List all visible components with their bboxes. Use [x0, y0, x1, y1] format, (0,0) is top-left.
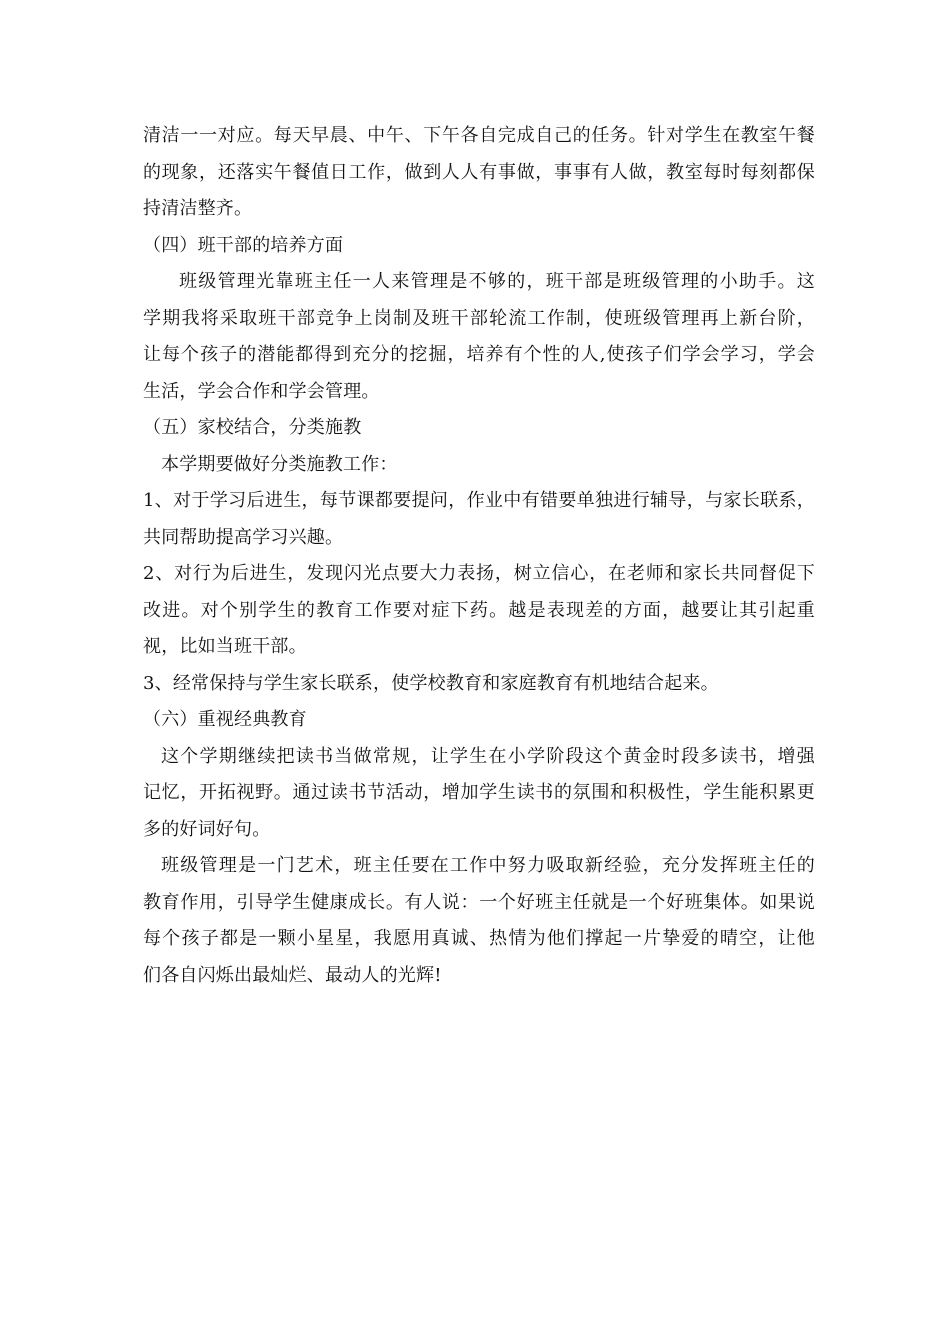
text-line: 生活，学会合作和学会管理。: [143, 380, 380, 402]
section-heading: （六）重视经典教育: [143, 709, 307, 730]
text-line: 持清洁整齐。: [143, 198, 253, 219]
text-line: 班级管理是一门艺术，班主任要在工作中努力吸取新经验，充分发挥班主任的: [161, 855, 815, 876]
text-line: 的现象，还落实午餐值日工作，做到人人有事做，事事有人做，教室每时每刻都保: [143, 161, 815, 183]
text-line: 们各自闪烁出最灿烂、最动人的光辉!: [143, 964, 442, 986]
text-line: 学期我将采取班干部竞争上岗制及班干部轮流工作制，使班级管理再上新台阶，: [143, 307, 815, 329]
text-line: 班级管理光靠班主任一人来管理是不够的，班干部是班级管理的小助手。这: [179, 271, 815, 292]
section-heading: （五）家校结合，分类施教: [143, 417, 362, 438]
list-item-text: 3、经常保持与学生家长联系，使学校教育和家庭教育有机地结合起来。: [143, 672, 719, 694]
text-line: 这个学期继续把读书当做常规，让学生在小学阶段这个黄金时段多读书，增强: [161, 745, 815, 767]
document-body: [143, 118, 815, 994]
text-line: 本学期要做好分类施教工作：: [161, 453, 398, 475]
text-line: 每个孩子都是一颗小星星，我愿用真诚、热情为他们撑起一片挚爱的晴空，让他: [143, 928, 815, 949]
list-item-text: 视，比如当班干部。: [143, 636, 307, 657]
section-heading: （四）班干部的培养方面: [143, 234, 344, 256]
text-line: 教育作用，引导学生健康成长。有人说：一个好班主任就是一个好班集体。如果说: [143, 891, 815, 913]
list-item-text: 共同帮助提高学习兴趣。: [143, 526, 344, 548]
text-line: 多的好词好句。: [143, 818, 271, 840]
text-line: 清洁一一对应。每天早晨、中午、下午各自完成自己的任务。针对学生在教室午餐: [143, 125, 815, 146]
text-line: 让每个孩子的潜能都得到充分的挖掘，培养有个性的人,使孩子们学会学习，学会: [143, 344, 815, 365]
list-item-text: 2、对行为后进生，发现闪光点要大力表扬，树立信心，在老师和家长共同督促下: [143, 563, 815, 584]
text-line: 记忆，开拓视野。通过读书节活动，增加学生读书的氛围和积极性，学生能积累更: [143, 782, 815, 803]
list-item-text: 改进。对个别学生的教育工作要对症下药。越是表现差的方面，越要让其引起重: [143, 599, 815, 621]
list-item-text: 1、对于学习后进生，每节课都要提问，作业中有错要单独进行辅导，与家长联系，: [143, 490, 815, 511]
